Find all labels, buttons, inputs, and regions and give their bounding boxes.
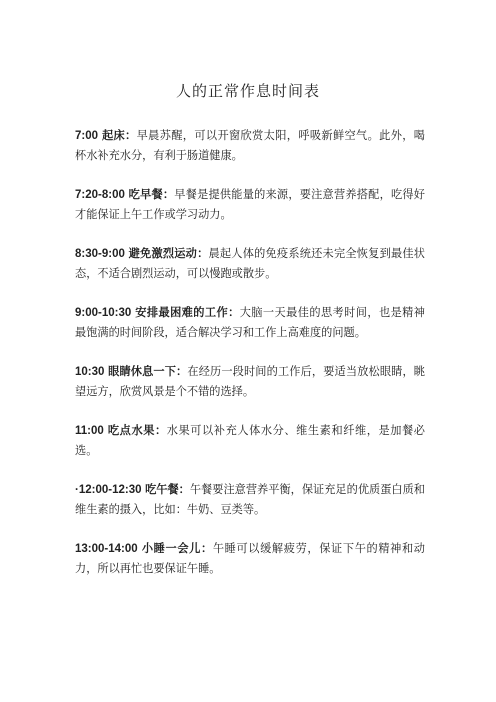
schedule-entry-hard-work xyxy=(75,303,425,343)
entry-time: 8:30-9:00 xyxy=(75,248,125,260)
schedule-entry-fruit xyxy=(75,421,425,461)
entry-time: 9:00-10:30 xyxy=(75,307,132,319)
entry-text: 午睡可以缓解疲劳，保证下午的精神和动力，所以再忙也要保证午睡。 xyxy=(75,542,425,575)
entry-label: 眼睛休息一下： xyxy=(108,365,188,378)
entry-time: 13:00-14:00 xyxy=(75,543,138,555)
entry-text: 在经历一段时间的工作后，要适当放松眼睛，眺望远方，欣赏风景是个不错的选择。 xyxy=(75,365,425,398)
entry-label: 避免激烈运动： xyxy=(128,247,209,260)
entry-label: 吃点水果： xyxy=(107,424,167,437)
schedule-entry-avoid-exercise xyxy=(75,244,425,284)
entry-text: 晨起人体的免疫系统还未完全恢复到最佳状态，不适合剧烈运动，可以慢跑或散步。 xyxy=(75,247,425,280)
entry-label: 吃早餐： xyxy=(128,188,175,201)
schedule-entry-rest-eyes xyxy=(75,362,425,402)
schedule-entry-nap xyxy=(75,539,425,579)
schedule-entry-wake-up xyxy=(75,126,425,166)
page-title: 人的正常作息时间表 xyxy=(175,82,320,100)
entry-text: 早餐是提供能量的来源，要注意营养搭配，吃得好才能保证上午工作或学习动力。 xyxy=(75,188,425,221)
entry-label: 小睡一会儿： xyxy=(141,542,213,555)
entry-text: 水果可以补充人体水分、维生素和纤维，是加餐必选。 xyxy=(75,424,425,457)
entry-text: 午餐要注意营养平衡，保证充足的优质蛋白质和维生素的摄入，比如：牛奶、豆类等。 xyxy=(75,483,425,516)
entry-label: 起床： xyxy=(101,129,137,142)
entry-label: 吃午餐： xyxy=(145,483,190,496)
entry-time: 10:30 xyxy=(75,366,105,378)
schedule-list xyxy=(75,126,425,598)
entry-time: 7:00 xyxy=(75,130,99,142)
entry-text: 大脑一天最佳的思考时间，也是精神最饱满的时间阶段，适合解决学习和工作上高难度的问题。 xyxy=(75,306,425,339)
entry-time: 7:20-8:00 xyxy=(75,189,125,201)
entry-text: 早晨苏醒，可以开窗欣赏太阳，呼吸新鲜空气。此外，喝杯水补充水分，有利于肠道健康。 xyxy=(75,129,425,162)
entry-time: 11:00 xyxy=(75,425,104,437)
entry-label: 安排最困难的工作： xyxy=(135,306,240,319)
entry-time: ·12:00-12:30 xyxy=(75,484,142,496)
schedule-entry-breakfast xyxy=(75,185,425,225)
schedule-entry-lunch xyxy=(75,480,425,520)
